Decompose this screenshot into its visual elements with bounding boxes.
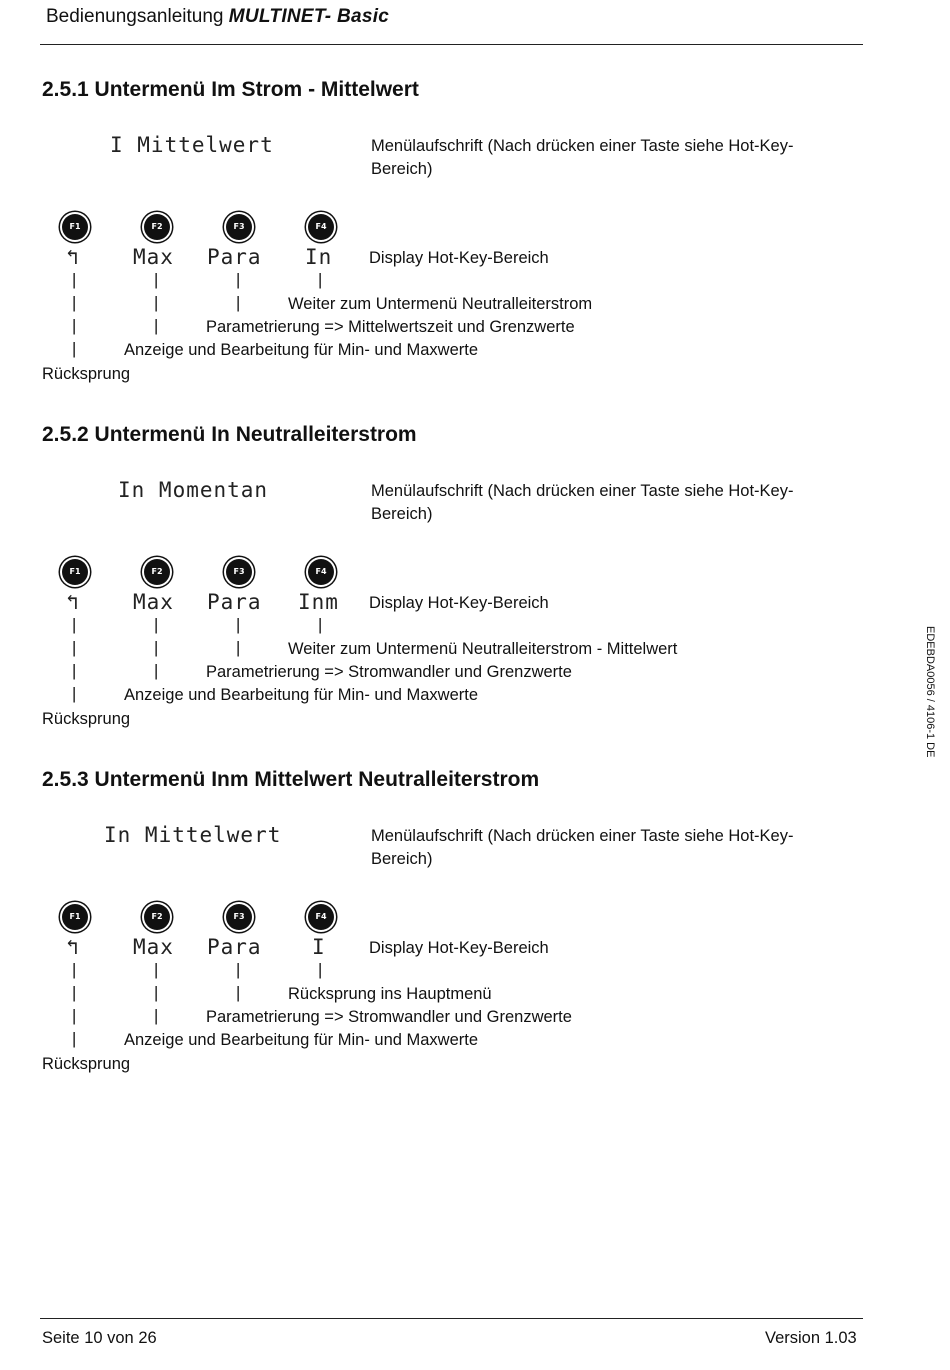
f4-description: Weiter zum Untermenü Neutralleiterstrom [288,295,593,313]
f3-key-icon[interactable]: F3 [226,904,252,930]
connector-line: | [72,340,77,358]
connector-line: | [154,662,159,680]
f3-key-icon[interactable]: F3 [226,214,252,240]
connector-line: | [154,317,159,335]
f4-description: Weiter zum Untermenü Neutralleiterstrom - Mittelwert [288,640,678,658]
lcd-menu-heading: I Mittelwert [110,133,274,157]
footer-rule [40,1318,863,1319]
f1-key-icon[interactable]: F1 [62,904,88,930]
section-title: 2.5.2 Untermenü In Neutralleiterstrom [42,423,417,446]
connector-line: | [72,294,77,312]
connector-line: | [72,662,77,680]
connector-line: | [236,984,241,1002]
footer-version: Version 1.03 [765,1329,857,1347]
f1-description: Rücksprung [42,365,131,383]
connector-line: | [72,961,77,979]
f2-description: Anzeige und Bearbeitung für Min- und Maxwerte [124,341,479,359]
connector-line: | [318,616,323,634]
hotkey-label: Max [133,590,174,614]
lcd-menu-heading: In Momentan [118,478,269,502]
connector-line: | [154,1007,159,1025]
header-rule [40,44,863,45]
connector-line: | [154,294,159,312]
connector-line: | [72,639,77,657]
header-prefix: Bedienungsanleitung [46,6,224,27]
f3-key-icon[interactable]: F3 [226,559,252,585]
f4-description: Rücksprung ins Hauptmenü [288,985,492,1003]
connector-line: | [318,271,323,289]
hotkey-label: Max [133,245,174,269]
hotkey-label: I [312,935,326,959]
f1-key-icon[interactable]: F1 [62,559,88,585]
section-title: 2.5.3 Untermenü Inm Mittelwert Neutralleiterstrom [42,768,540,791]
connector-line: | [72,1030,77,1048]
return-arrow-icon: ↰ [66,590,80,614]
f1-description: Rücksprung [42,1055,131,1073]
f4-key-icon[interactable]: F4 [308,904,334,930]
hotkey-description: Display Hot-Key-Bereich [369,249,549,267]
footer-page-number: Seite 10 von 26 [42,1329,157,1347]
f4-key-icon[interactable]: F4 [308,214,334,240]
document-code: EDEBDA0056 / 4106-1 DE [924,626,936,758]
connector-line: | [154,271,159,289]
f2-key-icon[interactable]: F2 [144,904,170,930]
connector-line: | [236,294,241,312]
connector-line: | [236,961,241,979]
f1-description: Rücksprung [42,710,131,728]
section-title: 2.5.1 Untermenü Im Strom - Mittelwert [42,78,419,101]
connector-line: | [154,984,159,1002]
hotkey-label: In [305,245,333,269]
header-brand: MULTINET- Basic [228,6,390,27]
connector-line: | [72,271,77,289]
connector-line: | [236,271,241,289]
hotkey-description: Display Hot-Key-Bereich [369,594,549,612]
connector-line: | [72,317,77,335]
f1-key-icon[interactable]: F1 [62,214,88,240]
connector-line: | [72,616,77,634]
lcd-menu-heading: In Mittelwert [104,823,282,847]
f3-description: Parametrierung => Mittelwertszeit und Grenzwerte [206,318,575,336]
connector-line: | [154,961,159,979]
hotkey-label: Para [207,245,262,269]
hotkey-label: Para [207,935,262,959]
f2-key-icon[interactable]: F2 [144,559,170,585]
hotkey-label: Para [207,590,262,614]
menu-heading-description: Menülaufschrift (Nach drücken einer Taste siehe Hot-Key-Bereich) [371,482,794,523]
connector-line: | [154,616,159,634]
f3-description: Parametrierung => Stromwandler und Grenzwerte [206,663,572,681]
connector-line: | [236,616,241,634]
f3-description: Parametrierung => Stromwandler und Grenzwerte [206,1008,572,1026]
page-header [46,6,389,28]
connector-line: | [236,639,241,657]
menu-heading-description: Menülaufschrift (Nach drücken einer Taste siehe Hot-Key-Bereich) [371,827,794,868]
menu-heading-description: Menülaufschrift (Nach drücken einer Taste siehe Hot-Key-Bereich) [371,137,794,178]
hotkey-description: Display Hot-Key-Bereich [369,939,549,957]
connector-line: | [72,984,77,1002]
f2-description: Anzeige und Bearbeitung für Min- und Maxwerte [124,1031,479,1049]
connector-line: | [72,685,77,703]
return-arrow-icon: ↰ [66,245,80,269]
return-arrow-icon: ↰ [66,935,80,959]
f2-description: Anzeige und Bearbeitung für Min- und Maxwerte [124,686,479,704]
hotkey-label: Max [133,935,174,959]
connector-line: | [72,1007,77,1025]
connector-line: | [154,639,159,657]
hotkey-label: Inm [298,590,339,614]
f4-key-icon[interactable]: F4 [308,559,334,585]
f2-key-icon[interactable]: F2 [144,214,170,240]
connector-line: | [318,961,323,979]
